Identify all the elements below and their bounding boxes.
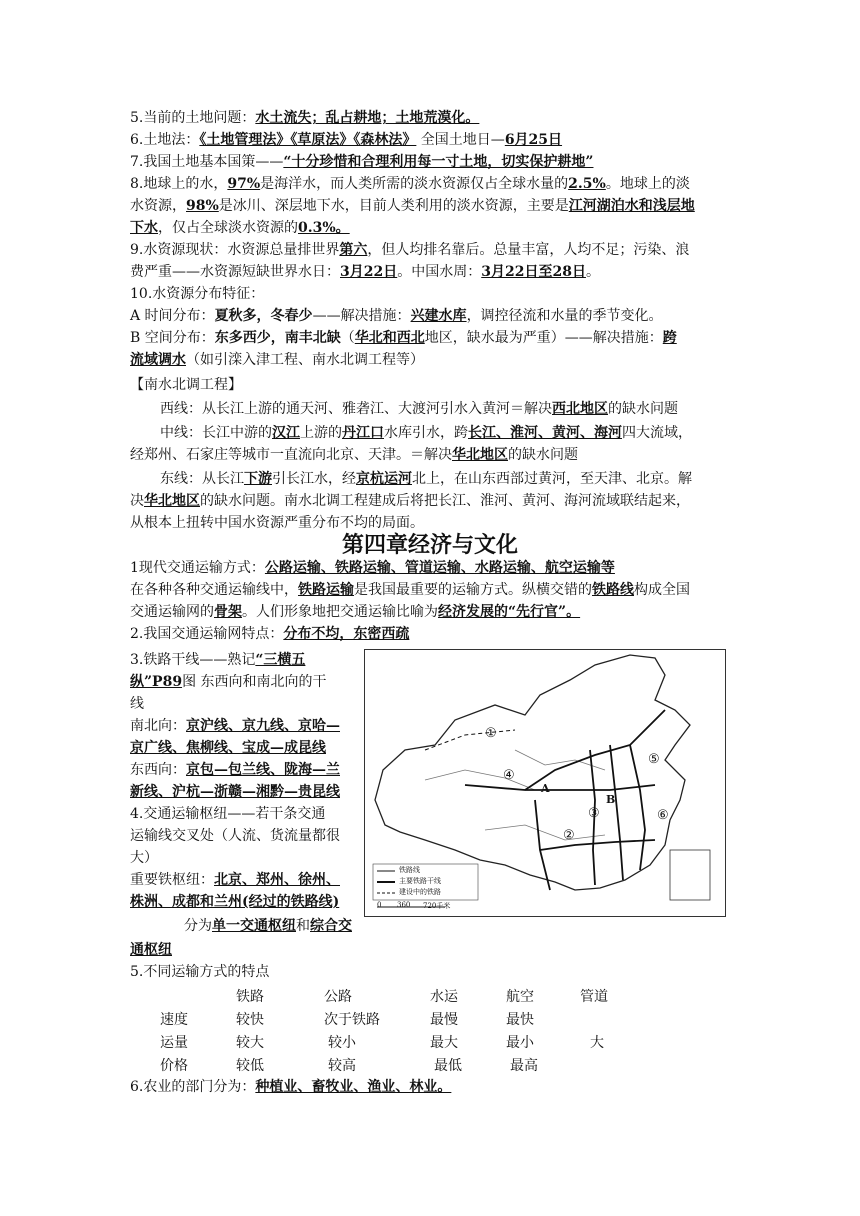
east-route-2	[130, 490, 690, 512]
text: A 时间分布：	[130, 308, 215, 324]
text: 水库引水，跨	[384, 425, 468, 441]
line-B2	[130, 349, 424, 371]
rail-13	[184, 915, 352, 937]
line-A	[130, 305, 663, 327]
rail-2	[130, 671, 327, 693]
answer: 新线、沪杭—浙赣—湘黔—贵昆线	[130, 784, 340, 800]
chapter-title: 第四章经济与文化	[341, 533, 518, 558]
line-8a	[130, 173, 690, 195]
section-5-title	[130, 961, 269, 983]
text: 的缺水问题。南水北调工程建成后将把长江、淮河、黄河、海河流域联结起来，	[200, 493, 690, 509]
rail-11	[130, 869, 340, 891]
answer: 华北地区	[452, 447, 508, 463]
west-route	[160, 398, 678, 420]
answer: 华北和西北	[354, 330, 425, 346]
answer: 北京、郑州、徐州、	[214, 872, 340, 888]
answer: 京包—包兰线、陇海—兰	[186, 762, 340, 778]
answer: 分布不均，东密西疏	[283, 626, 410, 642]
text: 费严重——水资源短缺世界水日：	[130, 264, 340, 280]
table-cell: 最快	[506, 1012, 534, 1028]
line-9a	[130, 239, 689, 261]
answer: 第六	[339, 242, 368, 258]
rail-5	[130, 737, 326, 759]
table-cell: 较低	[236, 1058, 264, 1074]
text: 10.水资源分布特征：	[130, 286, 265, 302]
text: 的缺水问题	[608, 401, 678, 417]
transport-4	[130, 623, 409, 645]
answer: 98%	[186, 198, 219, 214]
transport-1	[130, 557, 615, 579]
answer: “三横五	[255, 652, 306, 668]
answer: 铁路线	[592, 582, 634, 598]
south-north-heading	[130, 374, 242, 396]
scale-360: 360	[397, 901, 411, 909]
answer: “十分珍惜和合理利用每一寸土地，切实保护耕地”	[283, 154, 594, 170]
rail-6	[130, 759, 340, 781]
table-cell: 最大	[430, 1035, 458, 1051]
legend-main-rail: 主要铁路干线	[399, 877, 441, 885]
text: 图 东西向和南北向的干	[182, 674, 327, 690]
table-cell: 最低	[434, 1058, 462, 1074]
text: 地区，缺水最为严重）——解决措施：	[424, 330, 663, 346]
text: 5.不同运输方式的特点	[130, 964, 270, 980]
text: 交通运输网的	[130, 604, 214, 620]
text: 中线：长江中游的	[160, 425, 272, 441]
answer: 京沪线、京九线、京哈—	[186, 718, 340, 734]
answer: 下游	[244, 471, 272, 487]
text: 构成全国	[634, 582, 690, 598]
text: ，但人均排名靠后。总量丰富，人均不足；污染、浪	[367, 242, 690, 258]
table-cell: 较快	[236, 1012, 264, 1028]
answer: 公路运输、铁路运输、管道运输、水路运输、航空运输等	[264, 560, 615, 576]
east-route-1	[160, 468, 692, 490]
line-7	[130, 151, 593, 173]
text: 3.铁路干线——熟记	[130, 652, 256, 668]
text: 。地球上的淡	[605, 176, 690, 192]
text: B 空间分布：	[130, 330, 215, 346]
row-label: 速度	[160, 1012, 188, 1028]
text: 西线：从长江上游的通天河、雅砻江、大渡河引水入黄河＝解决	[160, 401, 552, 417]
line-8c	[130, 217, 350, 239]
answer: 京广线、焦柳线、宝成—成昆线	[130, 740, 326, 756]
text: 在各种各种交通运输线中，	[130, 582, 298, 598]
middle-route-1	[160, 422, 692, 444]
answer: 单一交通枢纽	[212, 918, 296, 934]
text: 北上，在山东西部过黄河，至天津、北京。解	[412, 471, 692, 487]
answer: 3月22日至28日	[481, 264, 586, 280]
table-cell: 最小	[506, 1035, 534, 1051]
answer: 丹江口	[342, 425, 384, 441]
answer: 兴建水库	[410, 308, 467, 324]
rail-12	[130, 891, 339, 913]
table-cell: 较大	[236, 1035, 264, 1051]
text: 6.土地法：	[130, 132, 200, 148]
text: （	[340, 330, 355, 346]
answer: 骨架	[214, 604, 242, 620]
answer: 水土流失；乱占耕地；土地荒漠化。	[255, 110, 480, 126]
answer: 流域调水	[130, 352, 186, 368]
line-B1	[130, 327, 677, 349]
line-8b	[130, 195, 695, 217]
scale-720: 720千米	[423, 902, 451, 910]
text: 是我国最重要的运输方式。纵横交错的	[354, 582, 592, 598]
text: 。	[585, 264, 600, 280]
rail-7	[130, 781, 340, 803]
answer: 0.3%。	[298, 220, 350, 236]
answer: 《土地管理法》《草原法》《森林法》	[199, 132, 417, 148]
text: 东线：从长江	[160, 471, 244, 487]
text: 大）	[130, 850, 158, 866]
header-rail: 铁路	[236, 989, 264, 1005]
text: 的缺水问题	[508, 447, 578, 463]
marker-6: ⑥	[657, 808, 669, 823]
marker-4: ④	[503, 768, 515, 783]
text: 5.当前的土地问题：	[130, 110, 256, 126]
rail-8	[130, 803, 325, 825]
text: 4.交通运输枢纽——若干条交通	[130, 806, 326, 822]
text: 全国土地日—	[416, 132, 505, 148]
header-water: 水运	[430, 989, 458, 1005]
answer: 纵”P89	[130, 674, 183, 690]
text: 7.我国土地基本国策——	[130, 154, 284, 170]
marker-5: ⑤	[648, 752, 660, 767]
header-road: 公路	[324, 989, 352, 1005]
text: 引长江水，经	[272, 471, 356, 487]
answer: 夏秋多，冬春少	[214, 308, 313, 324]
text: 东西向：	[130, 762, 186, 778]
transport-3	[130, 601, 580, 623]
text: 上游的	[300, 425, 342, 441]
text: 6.农业的部门分为：	[130, 1079, 256, 1095]
answer: 汉江	[272, 425, 300, 441]
table-cell: 大	[590, 1035, 604, 1051]
text: 9.水资源现状：水资源总量排世界	[130, 242, 340, 258]
marker-b: B	[606, 793, 616, 806]
answer: 下水	[130, 220, 158, 236]
answer: 长江、淮河、黄河、海河	[468, 425, 622, 441]
table-cell: 较小	[328, 1035, 356, 1051]
text: 从根本上扭转中国水资源严重分布不均的局面。	[130, 515, 424, 531]
text: 是冰川、深层地下水，目前人类利用的淡水资源，主要是	[218, 198, 569, 214]
agriculture-line	[130, 1076, 451, 1098]
text: 水资源，	[130, 198, 186, 214]
scale-0: 0	[377, 901, 382, 909]
answer: 株洲、成都和兰州(经过的铁路线)	[130, 894, 340, 910]
text: 1现代交通运输方式：	[130, 560, 265, 576]
text: 。中国水周：	[397, 264, 482, 280]
rail-14	[130, 939, 172, 961]
text: 和	[296, 918, 310, 934]
answer: 东多西少，南丰北缺	[214, 330, 341, 346]
row-label: 价格	[160, 1058, 188, 1074]
text: 。人们形象地把交通运输比喻为	[242, 604, 438, 620]
answer: 种植业、畜牧业、渔业、林业。	[255, 1079, 452, 1095]
legend-rail: 铁路线	[399, 866, 420, 874]
table-cell: 较高	[328, 1058, 356, 1074]
middle-route-2	[130, 444, 578, 466]
transport-2	[130, 579, 690, 601]
answer: 江河湖泊水和浅层地	[568, 198, 695, 214]
line-9b	[130, 261, 600, 283]
marker-2: ②	[563, 828, 575, 843]
text: 分为	[184, 918, 212, 934]
text: 经郑州、石家庄等城市一直流向北京、天津。＝解决	[130, 447, 452, 463]
text: 线	[130, 696, 144, 712]
text: 8.地球上的水，	[130, 176, 228, 192]
answer: 跨	[662, 330, 677, 346]
answer: 97%	[227, 176, 261, 192]
answer: 综合交	[310, 918, 352, 934]
answer: 铁路运输	[298, 582, 354, 598]
line-10	[130, 283, 264, 305]
answer: 通枢纽	[130, 942, 172, 958]
text: 四大流域，	[622, 425, 692, 441]
table-cell: 最高	[510, 1058, 538, 1074]
text: 重要铁枢纽：	[130, 872, 214, 888]
text: （如引滦入津工程、南水北调工程等）	[186, 352, 424, 368]
marker-3: ③	[588, 806, 600, 821]
text: 决	[130, 493, 144, 509]
line-5	[130, 107, 479, 129]
line-6	[130, 129, 562, 151]
header-air: 航空	[506, 989, 534, 1005]
text: 南北向：	[130, 718, 186, 734]
text: 2.我国交通运输网特点：	[130, 626, 284, 642]
header-pipeline: 管道	[580, 989, 608, 1005]
answer: 西北地区	[552, 401, 608, 417]
rail-1	[130, 649, 305, 671]
marker-1: ①	[485, 726, 497, 741]
text: 【南水北调工程】	[130, 377, 242, 393]
rail-9	[130, 825, 340, 847]
rail-10	[130, 847, 158, 869]
rail-3	[130, 693, 144, 715]
answer: 3月22日	[340, 264, 398, 280]
marker-a: A	[541, 782, 550, 795]
answer: 6月25日	[504, 132, 563, 148]
table-cell: 最慢	[430, 1012, 458, 1028]
answer: 华北地区	[144, 493, 200, 509]
table-cell: 次于铁路	[324, 1012, 380, 1028]
text: ，仅占全球淡水资源的	[158, 220, 298, 236]
answer: 2.5%	[568, 176, 606, 192]
row-label: 运量	[160, 1035, 188, 1051]
answer: 经济发展的“先行官”。	[438, 604, 581, 620]
text: 是海洋水，而人类所需的淡水资源仅占全球水量的	[260, 176, 569, 192]
text: 运输线交叉处（人流、货流量都很	[130, 828, 340, 844]
answer: 京杭运河	[356, 471, 412, 487]
railway-map	[364, 649, 726, 917]
rail-4	[130, 715, 340, 737]
legend-building-rail: 建设中的铁路	[399, 888, 441, 896]
text: ——解决措施：	[312, 308, 411, 324]
text: ，调控径流和水量的季节变化。	[466, 308, 663, 324]
